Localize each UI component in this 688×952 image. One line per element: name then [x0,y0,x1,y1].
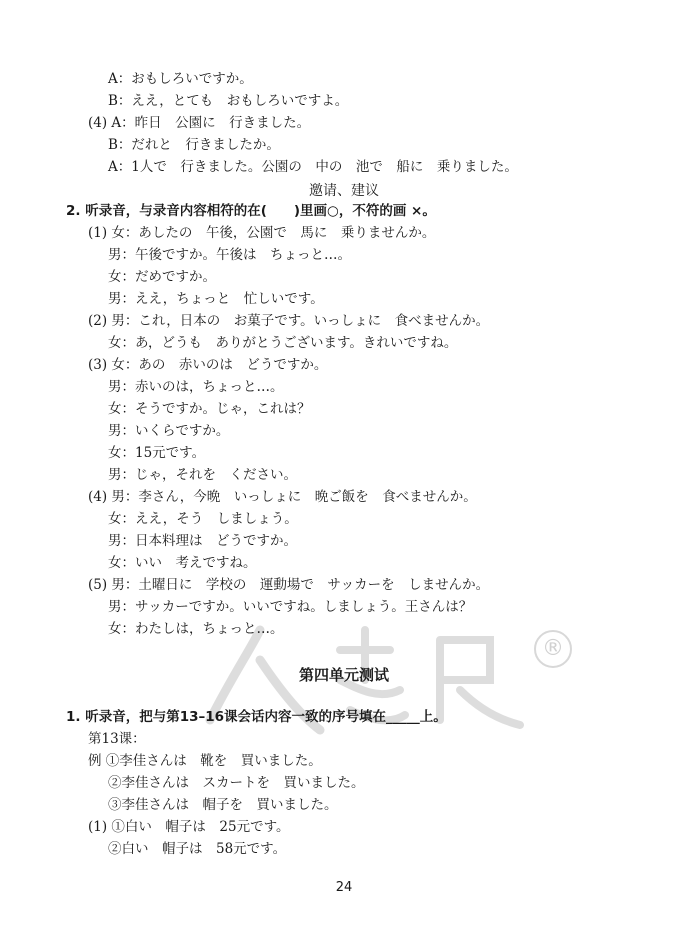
dialogue-line: A：1人で 行きました。公園の 中の 池で 船に 乗りました。 [108,159,518,175]
dialogue-line: 男：いくらですか。 [108,423,230,439]
dialogue-line: 男：ええ，ちょっと 忙しいです。 [108,291,324,307]
unit-title: 第四单元测试 [298,666,389,684]
dialogue-line: 女：15元です。 [108,445,206,461]
dialogue-line: (4) 男：李さん，今晩 いっしょに 晩ご飯を 食べませんか。 [88,489,477,505]
dialogue-line: 女：あ，どうも ありがとうございます。きれいですね。 [108,335,458,351]
registered-mark: ® [534,630,572,668]
dialogue-line: 女：ええ，そう しましょう。 [108,511,298,527]
dialogue-line: (4) A：昨日 公園に 行きました。 [88,115,311,131]
dialogue-line: 男：サッカーですか。いいですね。しましょう。王さんは？ [108,599,473,615]
dialogue-line: 女：わたしは，ちょっと…。 [108,621,284,637]
dialogue-line: 男：午後ですか。午後は ちょっと…。 [108,247,351,263]
option-line: ②白い 帽子は 58元です。 [108,841,287,857]
question-instruction: 1. 听录音，把与第13–16课会话内容一致的序号填在_____上。 [66,709,447,725]
dialogue-line: A：おもしろいですか。 [108,71,253,87]
lesson-label: 第13课： [88,731,146,747]
dialogue-line: (2) 男：これ，日本の お菓子です。いっしょに 食べませんか。 [88,313,490,329]
dialogue-line: 男：赤いのは，ちょっと…。 [108,379,284,395]
dialogue-line: 男：じゃ，それを ください。 [108,467,297,483]
dialogue-line: B：ええ，とても おもしろいですよ。 [108,93,349,109]
dialogue-line: 男：日本料理は どうですか。 [108,533,297,549]
option-line: ②李佳さんは スカートを 買いました。 [108,775,365,791]
dialogue-line: (5) 男：土曜日に 学校の 運動場で サッカーを しませんか。 [88,577,490,593]
dialogue-line: 女：そうですか。じゃ，これは？ [108,401,311,417]
dialogue-line: (1) 女：あしたの 午後，公園で 馬に 乗りませんか。 [88,225,436,241]
question-instruction: 2. 听录音，与录音内容相符的在( )里画○，不符的画 ×。 [66,203,436,219]
dialogue-line: 女：だめですか。 [108,269,216,285]
dialogue-line: B：だれと 行きましたか。 [108,137,280,153]
page-number: 24 [335,880,353,895]
section-heading: 邀请、建议 [309,183,379,199]
option-line: ③李佳さんは 帽子を 買いました。 [108,797,338,813]
option-line: (1) ①白い 帽子は 25元です。 [88,819,290,835]
dialogue-line: (3) 女：あの 赤いのは どうですか。 [88,357,328,373]
dialogue-line: 女：いい 考えですね。 [108,555,257,571]
option-line: 例 ①李佳さんは 靴を 買いました。 [88,753,322,769]
